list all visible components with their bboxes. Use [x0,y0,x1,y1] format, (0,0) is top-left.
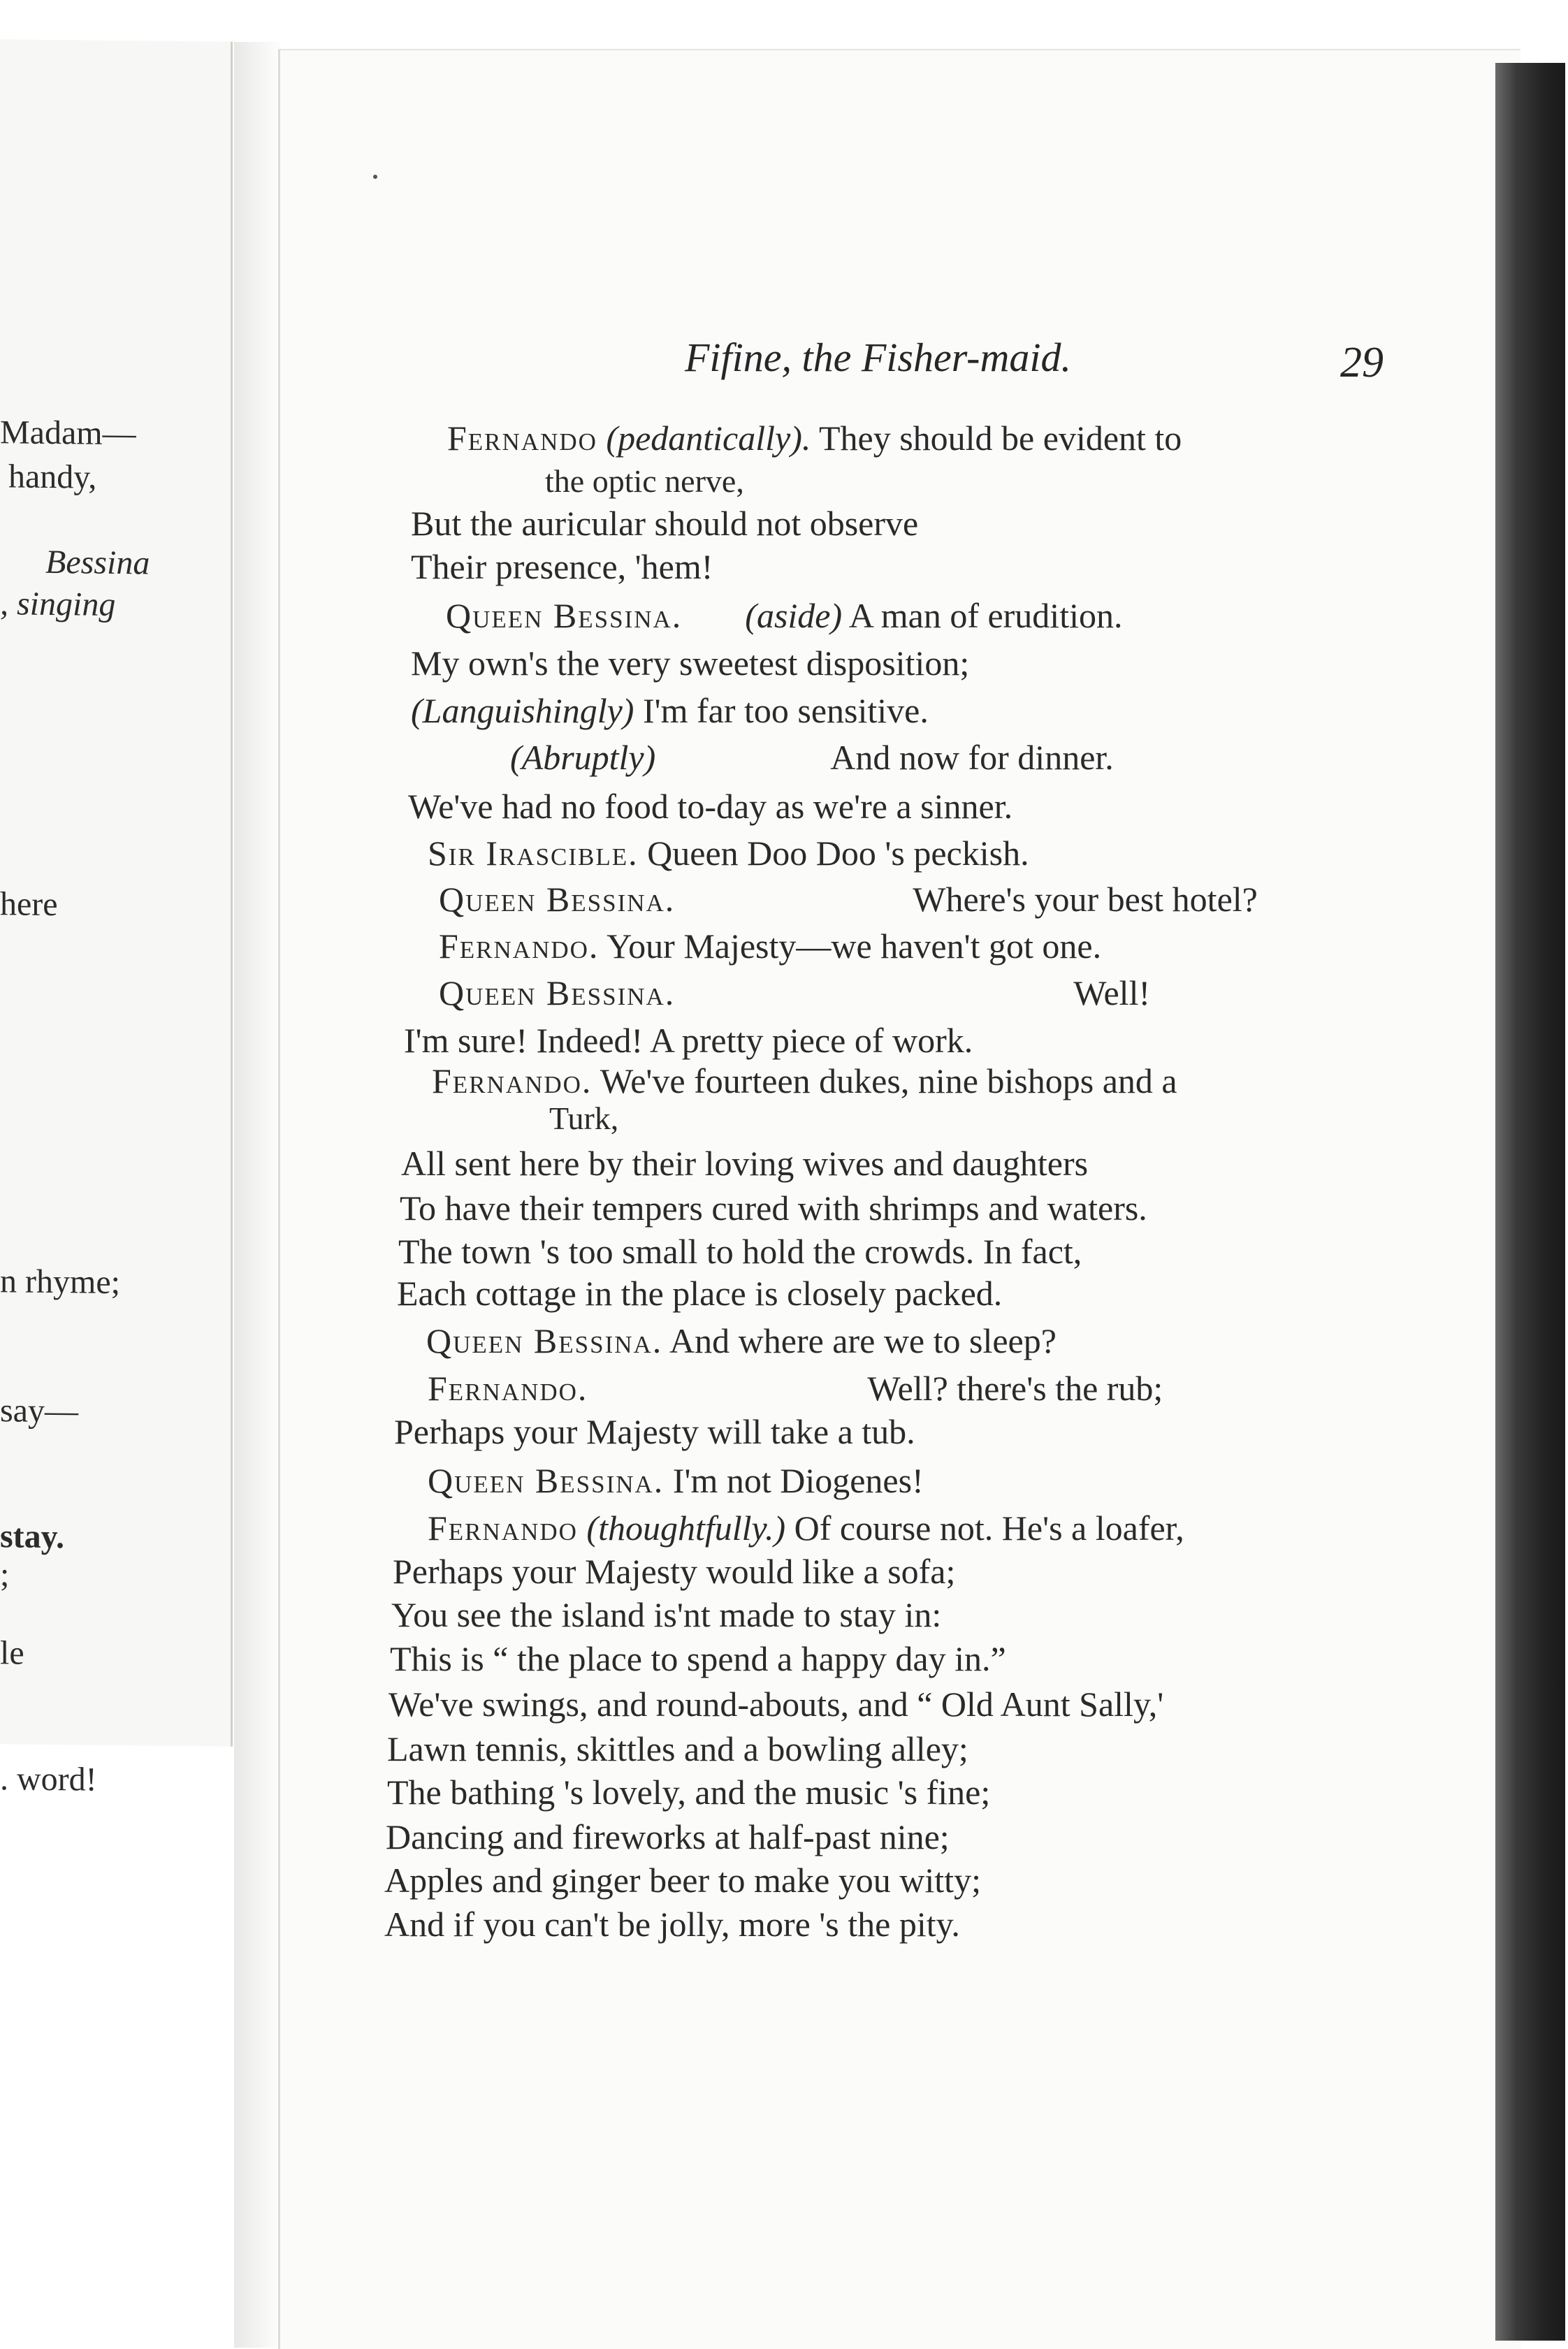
dialogue-line [426,1321,1057,1361]
dialogue-line: Lawn tennis, skittles and a bowling alley; [387,1729,968,1768]
dialogue-line: The town 's too small to hold the crowds. In fact, [398,1232,1082,1271]
speaker-name: Queen Bessina. [439,973,676,1012]
left-page-fragment: . word! [0,1760,97,1798]
left-page-fragment: Bessina [45,543,150,582]
dialogue-line [411,690,929,731]
dialogue-line: My own's the very sweetest disposition; [411,643,970,683]
dialogue-line: Perhaps your Majesty would like a sofa; [393,1552,956,1591]
running-header: Fifine, the Fisher-maid. [685,335,1071,380]
line-text: Of course not. He's a loafer, [785,1508,1184,1548]
left-page-fragment: n rhyme; [0,1263,120,1302]
line-text: Queen Doo Doo 's peckish. [638,834,1029,873]
stage-direction: (Abruptly) [510,738,656,777]
page-number: 29 [1340,339,1384,386]
line-text: I'm not Diogenes! [664,1461,924,1500]
stage-direction: (Languishingly) [411,691,634,730]
line-text: I'm far too sensitive. [634,691,929,730]
left-page-fragment: here [0,885,58,924]
line-text: They should be evident to [811,419,1182,458]
dialogue-line: Apples and ginger beer to make you witty; [384,1861,981,1900]
dialogue-line: Each cottage in the place is closely packed. [397,1274,1003,1313]
line-text: Where's your best hotel? [913,880,1258,919]
left-page-fragment: ; [0,1556,10,1594]
dialogue-line: Their presence, 'hem! [411,547,713,586]
dialogue-line: All sent here by their loving wives and daughters [401,1144,1089,1183]
dialogue-line: We've swings, and round-abouts, and “ Old Aunt Sally,' [389,1685,1164,1724]
dialogue-line: And if you can't be jolly, more 's the pity. [384,1905,960,1944]
speaker-name: Fernando [447,419,597,458]
left-page-fragment: Madam— [0,414,136,453]
stage-direction: (thoughtfully.) [586,1508,786,1548]
dialogue-line [428,1460,924,1501]
book-edge [1495,63,1565,2341]
dialogue-line: The bathing 's lovely, and the music 's fine; [387,1773,991,1812]
dialogue-line: the optic nerve, [545,463,744,499]
dialogue-line [428,1368,1163,1409]
line-text: And where are we to sleep? [662,1321,1057,1360]
dialogue-line: But the auricular should not observe [411,504,919,543]
speaker-name: Queen Bessina. [439,880,676,919]
dialogue-line: To have their tempers cured with shrimps and waters. [400,1188,1147,1228]
dialogue-line: We've had no food to-day as we're a sinner. [408,787,1013,826]
dialogue-line: This is “ the place to spend a happy day in.” [390,1639,1006,1678]
dialogue-line [510,737,1114,778]
line-text: Well! [1073,973,1151,1012]
speaker-name: Fernando. [439,926,600,966]
dialogue-line [439,973,1150,1013]
dialogue-line: Dancing and fireworks at half-past nine; [386,1817,950,1856]
dialogue-line: I'm sure! Indeed! A pretty piece of work. [404,1021,973,1060]
speaker-name: Queen Bessina. [426,1321,663,1360]
speaker-name: Queen Bessina. [428,1461,665,1500]
dialogue-line [439,926,1101,966]
dialogue-line [446,595,1122,636]
line-text: And now for dinner. [830,738,1114,777]
speaker-name: Fernando [428,1508,578,1548]
stage-direction: (pedantically). [606,419,811,458]
facing-page [0,39,233,1798]
dialogue-line: You see the island is'nt made to stay in: [391,1595,942,1634]
dialogue-line: Perhaps your Majesty will take a tub. [394,1412,915,1451]
line-text: Your Majesty—we haven't got one. [599,926,1102,966]
ink-speck [373,175,377,179]
line-text: Well? there's the rub; [867,1369,1163,1408]
dialogue-line [428,833,1029,873]
left-page-fragment: handy, [8,458,97,496]
left-page-fragment: say— [0,1392,78,1430]
speaker-name: Fernando. [432,1061,593,1100]
left-page-fragment: le [0,1634,24,1672]
dialogue-line [439,879,1258,919]
speaker-name: Queen Bessina. [446,596,683,635]
left-page-fragment: stay. [0,1518,65,1556]
dialogue-line [432,1061,1177,1101]
line-text: A man of erudition. [842,596,1123,635]
speaker-name: Fernando. [428,1369,588,1408]
left-page-fragment: , singing [0,585,116,623]
dialogue-line [447,418,1182,458]
speaker-name: Sir Irascible. [428,834,639,873]
gutter-shadow [234,42,283,2348]
line-text: We've fourteen dukes, nine bishops and a [592,1061,1177,1100]
dialogue-line [428,1508,1184,1548]
dialogue-line: Turk, [549,1100,619,1136]
stage-direction: (aside) [745,596,843,635]
